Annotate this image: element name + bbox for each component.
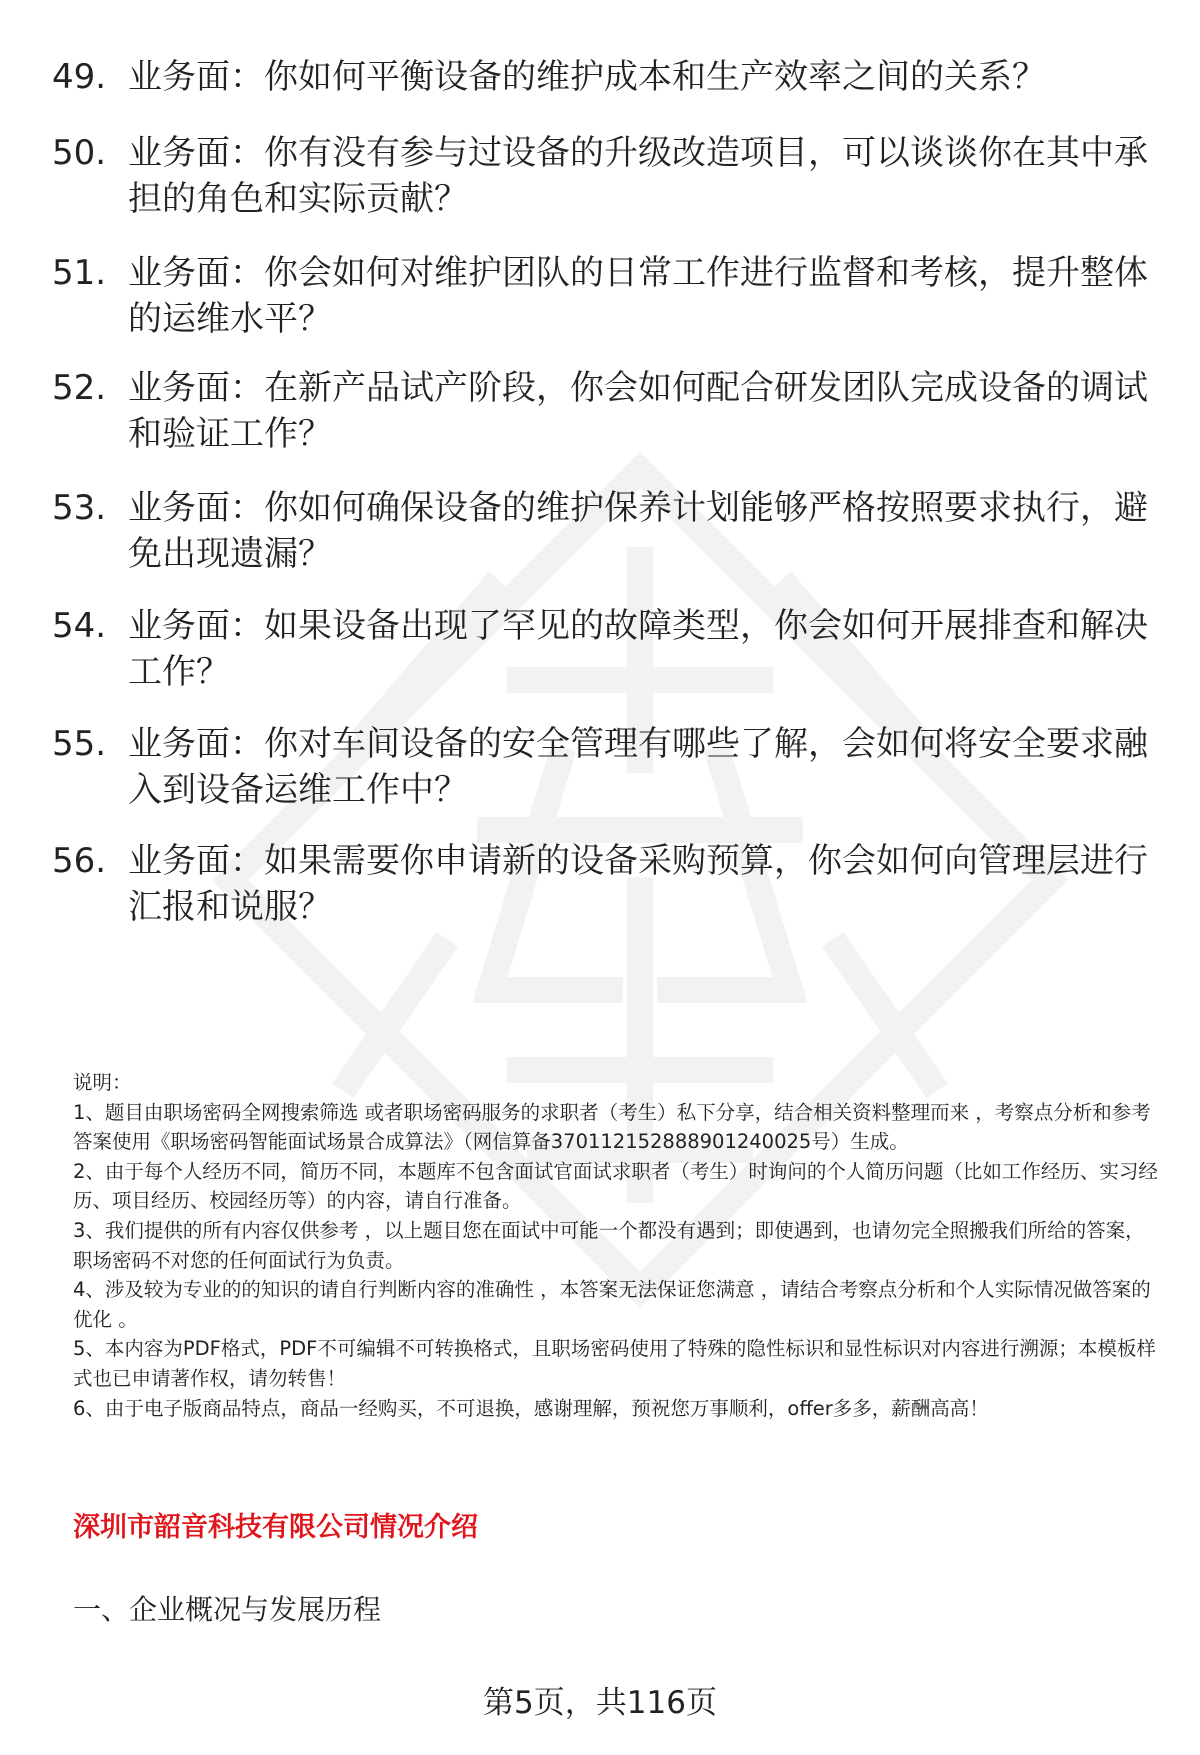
note-item-5: 5、本内容为PDF格式，PDF不可编辑不可转换格式，且职场密码使用了特殊的隐性标识和显性标识对内容进行溯源；本模板样式也已申请著作权，请勿转售！ bbox=[73, 1337, 1156, 1390]
question-text: 业务面：你有没有参与过设备的升级改造项目，可以谈谈你在其中承担的角色和实际贡献？ bbox=[128, 133, 1148, 219]
question-number: 50. bbox=[52, 133, 107, 173]
question-item-53 bbox=[52, 485, 1152, 577]
question-number: 49. bbox=[52, 57, 107, 97]
question-number: 55. bbox=[52, 724, 107, 764]
question-item-49 bbox=[52, 54, 1152, 100]
question-text: 业务面：在新产品试产阶段，你会如何配合研发团队完成设备的调试和验证工作？ bbox=[128, 368, 1148, 454]
note-item-3: 3、我们提供的所有内容仅供参考 ，以上题目您在面试中可能一个都没有遇到；即使遇到，也请勿完全照搬我们所给的答案，职场密码不对您的任何面试行为负责。 bbox=[73, 1218, 1145, 1272]
note-item-1: 1、题目由职场密码全网搜索筛选 或者职场密码服务的求职者（考生）私下分享，结合相关资料整理而来 ，考察点分析和参考答案使用《职场密码智能面试场景合成算法》（网信算备370112152888901240025号）生成。 bbox=[73, 1100, 1151, 1154]
company-section-title: 深圳市韶音科技有限公司情况介绍 bbox=[73, 1512, 478, 1543]
disclaimer-notes bbox=[73, 1068, 1163, 1423]
question-text: 业务面：如果需要你申请新的设备采购预算，你会如何向管理层进行汇报和说服？ bbox=[128, 841, 1148, 927]
note-item-4: 4、涉及较为专业的的知识的请自行判断内容的准确性 ，本答案无法保证您满意 ，请结合考察点分析和个人实际情况做答案的优化 。 bbox=[73, 1278, 1151, 1331]
question-number: 51. bbox=[52, 253, 107, 293]
question-number: 52. bbox=[52, 368, 107, 408]
question-item-55 bbox=[52, 721, 1152, 813]
question-number: 53. bbox=[52, 488, 107, 528]
question-text: 业务面：你对车间设备的安全管理有哪些了解，会如何将安全要求融入到设备运维工作中？ bbox=[128, 724, 1148, 810]
notes-title: 说明： bbox=[73, 1071, 132, 1094]
question-item-51 bbox=[52, 250, 1152, 342]
question-item-52 bbox=[52, 365, 1152, 457]
note-item-2: 2、由于每个人经历不同，简历不同，本题库不包含面试官面试求职者（考生）时询问的个人简历问题（比如工作经历、实习经历、项目经历、校园经历等）的内容，请自行准备。 bbox=[73, 1159, 1158, 1213]
note-item-6: 6、由于电子版商品特点，商品一经购买，不可退换，感谢理解，预祝您万事顺利，offer多多，薪酬高高！ bbox=[73, 1396, 989, 1420]
question-text: 业务面：如果设备出现了罕见的故障类型，你会如何开展排查和解决工作？ bbox=[128, 606, 1148, 692]
question-number: 54. bbox=[52, 606, 107, 646]
question-text: 业务面：你会如何对维护团队的日常工作进行监督和考核，提升整体的运维水平？ bbox=[128, 253, 1148, 339]
question-item-56 bbox=[52, 838, 1152, 930]
section-heading: 一、企业概况与发展历程 bbox=[73, 1593, 382, 1626]
question-text: 业务面：你如何平衡设备的维护成本和生产效率之间的关系？ bbox=[128, 57, 1046, 97]
question-item-54 bbox=[52, 603, 1152, 695]
question-item-50 bbox=[52, 130, 1152, 222]
page-number-footer: 第5页，共116页 bbox=[483, 1685, 717, 1721]
question-number: 56. bbox=[52, 841, 107, 881]
question-text: 业务面：你如何确保设备的维护保养计划能够严格按照要求执行，避免出现遗漏？ bbox=[128, 488, 1148, 574]
